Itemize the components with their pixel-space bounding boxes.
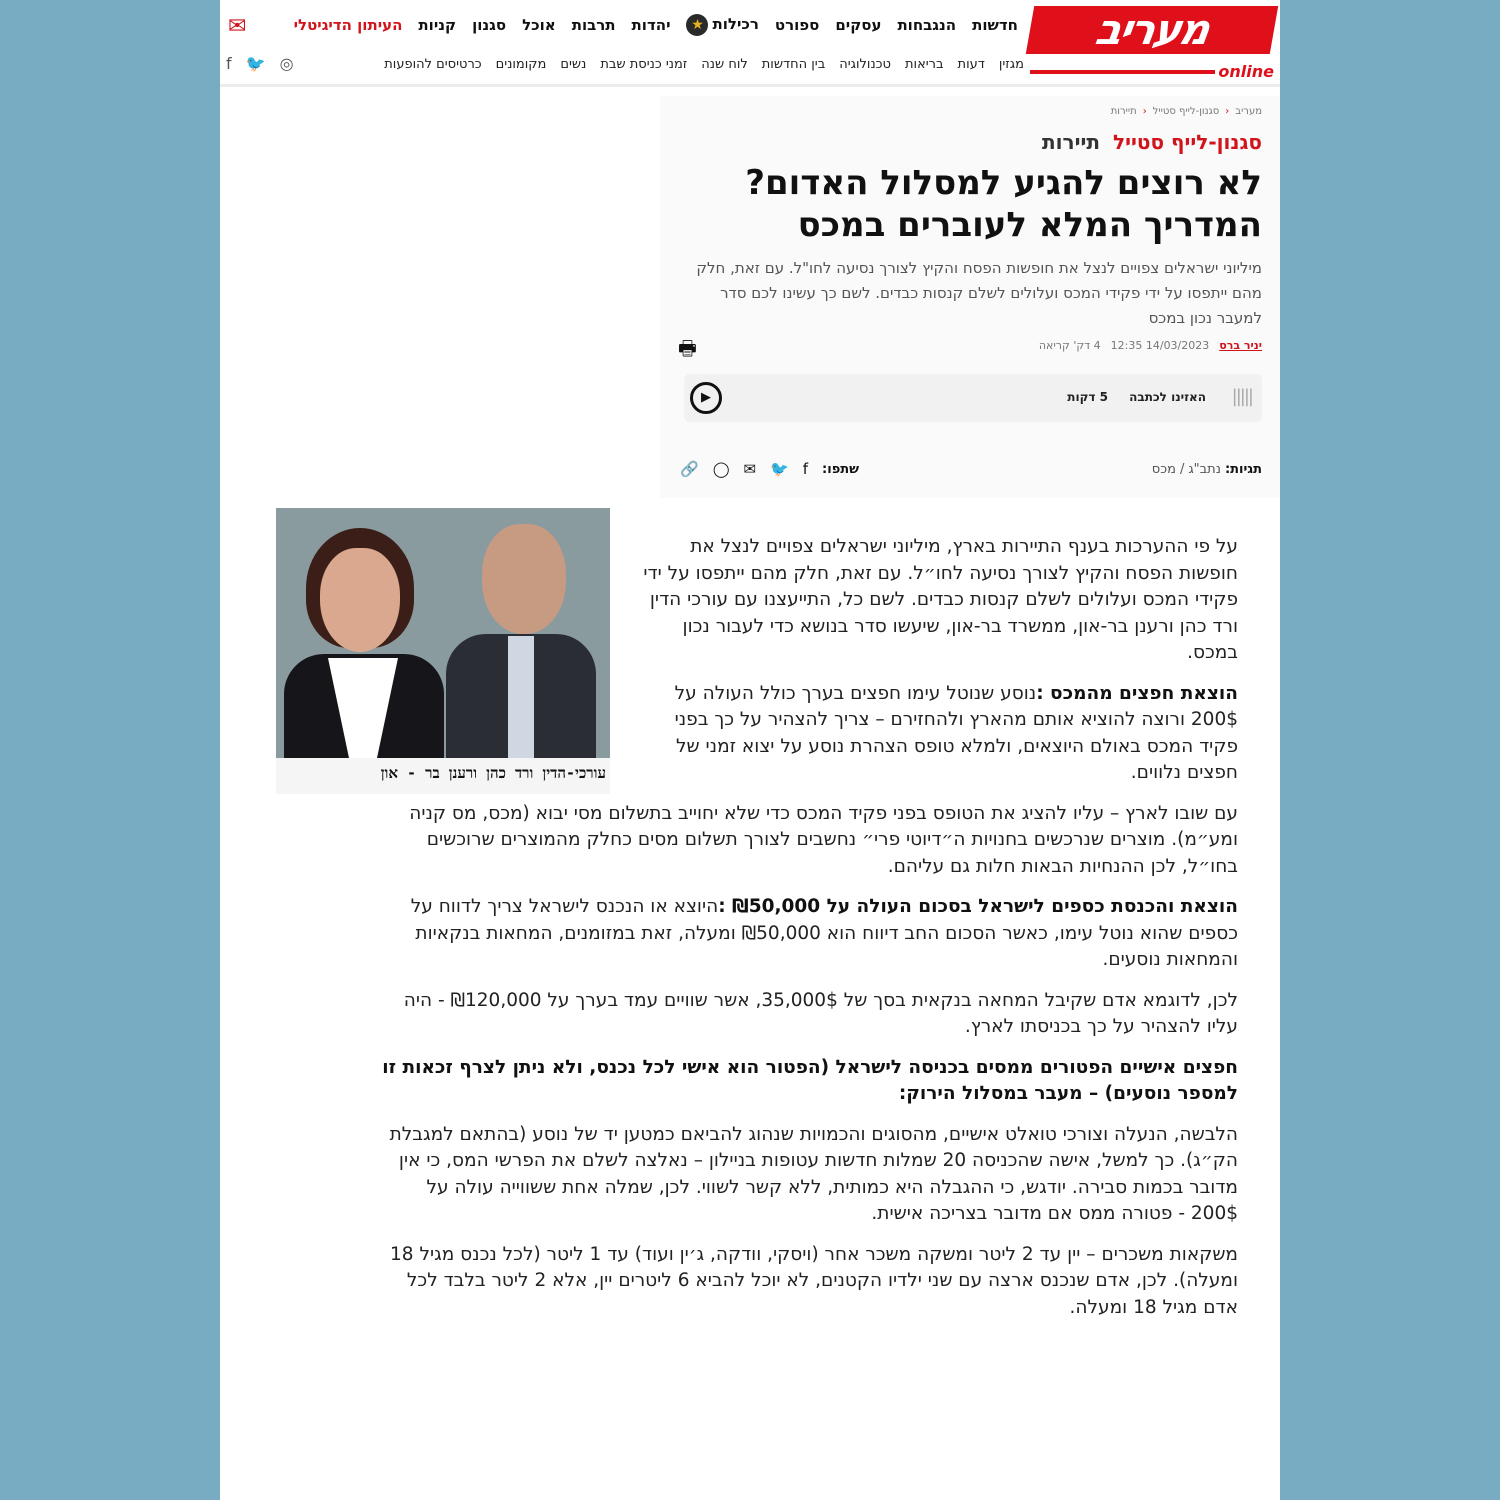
secondary-nav — [384, 57, 1024, 72]
nav-item-judaism[interactable]: יהדות — [631, 16, 671, 34]
paragraph: על פי ההערכות בענף התיירות בארץ, מיליוני ישראלים צפויים לנצל את חופשות הפסח והקיץ לצורך נסיעה לחו״ל. עם זאת, חלק מהם ייתפסו על ידי פקידי המכס ועלולים לשלם קנסות כבדים. לשם כל, התייעצנו עם עורכי הדין ורד כהן ורענן בר-און, ממשרד בר-און, שיעשו סדר בנושא כדי לעבור נכון במכס. — [643, 536, 1238, 663]
breadcrumb-item[interactable]: מעריב — [1235, 106, 1262, 117]
nav-item-news[interactable]: חדשות — [972, 16, 1018, 34]
paragraph — [378, 1055, 1238, 1108]
nav-item-style[interactable]: סגנון — [472, 16, 507, 34]
breadcrumb-item[interactable]: סגנון-לייף סטייל — [1152, 106, 1220, 117]
nav2-item-opinions[interactable]: דעות — [957, 57, 985, 72]
tag-link[interactable]: נתב"ג — [1188, 462, 1221, 477]
nav2-item-tickets[interactable]: כרטיסים להופעות — [384, 57, 482, 72]
category-main[interactable]: סגנון-לייף סטייל — [1112, 130, 1262, 154]
nav-item-food[interactable]: אוכל — [522, 16, 556, 34]
category-sub[interactable]: תיירות — [1042, 130, 1101, 154]
logo-online: online — [1218, 62, 1274, 81]
site-logo[interactable] — [1030, 5, 1274, 81]
facebook-icon[interactable]: f — [226, 54, 232, 73]
nav2-item-health[interactable]: בריאות — [904, 57, 944, 72]
article-title: לא רוצים להגיע למסלול האדום? המדריך המלא לעוברים במכס — [745, 163, 1262, 245]
whatsapp-share-icon[interactable]: ◯ — [712, 460, 730, 478]
paragraph-heading: הוצאת והכנסת כספים לישראל בסכום העולה על ₪50,000 : — [718, 896, 1238, 917]
publish-date: 14/03/2023 12:35 — [1110, 339, 1210, 352]
nav2-item-shabbat-times[interactable]: זמני כניסת שבת — [600, 57, 688, 72]
paragraph: משקאות משכרים – יין עד 2 ליטר ומשקה משכר אחר (ויסקי, וודקה, ג׳ין ועוד) עד 1 ליטר (לכל נכנס מגיל 18 ומעלה). לכן, אדם שנכנס ארצה עם שני ילדיו הקטנים, לא יוכל להביא 6 ליטרים יין, אלא 2 ליטר בלבד לכל אדם מגיל 18 ומעלה. — [390, 1243, 1238, 1318]
nav-item-business[interactable]: עסקים — [835, 16, 882, 34]
mail-icon[interactable]: ✉ — [228, 14, 247, 39]
nav-item-culture[interactable]: תרבות — [571, 16, 616, 34]
paragraph: הוצאת חפצים מהמכס :נוסע שנוטל עימו חפצים בערך כולל העולה על 200$ ורוצה להוציא אותם מהארץ ולהחזירם – צריך להצהיר על כך בפני פקיד המכס באולם היוצאים, ולמלא טופס הצהרת נוסע על יצוא זמני של חפצים נלווים. — [674, 682, 1238, 783]
nav2-item-magazine[interactable]: מגזין — [998, 57, 1024, 72]
instagram-icon[interactable]: ◎ — [279, 54, 294, 73]
article-meta — [1039, 339, 1262, 352]
twitter-icon[interactable]: 🐦 — [245, 54, 266, 73]
article-subtitle: מיליוני ישראלים צפויים לנצל את חופשות הפסח והקיץ לצורך נסיעה לחו"ל. עם זאת, חלק מהם ייתפסו על ידי פקידי המכס ועלולים לשלם קנסות כבדים. לשם כך עשינו לכם סדר למעבר נכון במכס — [696, 259, 1262, 327]
breadcrumb-item[interactable]: תיירות — [1110, 106, 1137, 117]
category-label — [1042, 130, 1262, 154]
logo-wordmark: מעריב — [1026, 6, 1278, 54]
nav-item-sport[interactable]: ספורט — [774, 16, 820, 34]
nav2-item-calendar[interactable]: לוח שנה — [701, 57, 748, 72]
article-header — [660, 96, 1280, 498]
email-share-icon[interactable]: ✉ — [743, 460, 757, 478]
primary-nav — [294, 14, 1018, 36]
social-links — [226, 54, 294, 73]
tags — [1152, 462, 1262, 477]
play-icon[interactable]: ▶ — [690, 382, 722, 414]
logo-rule — [1030, 70, 1215, 74]
twitter-share-icon[interactable]: 🐦 — [770, 460, 789, 478]
article-body — [378, 534, 1238, 1335]
share-label: שתפו: — [822, 461, 859, 477]
audio-label: האזינו לכתבה — [1129, 390, 1206, 404]
share-bar — [680, 460, 859, 478]
paragraph: הוצאת והכנסת כספים לישראל בסכום העולה על ₪50,000 :היוצא או הנכנס לישראל צריך לדווח על כספים שהוא נוטל עימו, כאשר הסכום החב דיווח הוא ₪50,000 ומעלה, זאת במזומנים, המחאות בנקאיות והמחאות נוסעים. — [410, 896, 1238, 970]
nav-item-elections[interactable]: הנגבחות — [897, 16, 957, 34]
nav-item-shopping[interactable]: קניות — [418, 16, 457, 34]
link-share-icon[interactable]: 🔗 — [680, 460, 699, 478]
photo-caption: עורכי-הדין ורד כהן ורענן בר - און — [380, 764, 606, 782]
chevron-left-icon: ‹ — [1225, 106, 1230, 117]
nav2-item-women[interactable]: נשים — [560, 57, 587, 72]
nav-item-digital-paper[interactable]: העיתון הדיגיטלי — [293, 16, 403, 34]
audio-wave-icon: ||||| — [1231, 386, 1252, 407]
read-time: 4 דק' קריאה — [1038, 339, 1101, 352]
breadcrumb — [1111, 106, 1262, 117]
tag-link[interactable]: מכס — [1151, 462, 1176, 477]
paragraph-heading: חפצים אישיים הפטורים ממסים בכניסה לישראל (הפטור הוא אישי לכל נכנס, ולא ניתן לצרף זכאות זו למספר נוסעים) – מעבר במסלול הירוק: — [382, 1056, 1238, 1104]
audio-duration: 5 דקות — [1067, 390, 1108, 404]
header-divider — [220, 84, 1280, 87]
paragraph: לכן, לדוגמא אדם שקיבל המחאה בנקאית בסך של 35,000$, אשר שוויים עמד בערך על ₪120,000 - היה עליו להצהיר על כך בכניסתו לארץ. — [403, 989, 1238, 1037]
print-icon[interactable]: 🖶 — [678, 336, 697, 360]
chevron-left-icon: ‹ — [1142, 106, 1147, 117]
facebook-share-icon[interactable]: f — [802, 460, 809, 478]
audio-player[interactable] — [684, 374, 1262, 422]
article-page — [220, 0, 1280, 1500]
nav2-item-tech[interactable]: טכנולוגיה — [839, 57, 891, 72]
nav2-item-local[interactable]: מקומונים — [495, 57, 547, 72]
tags-label: תגיות: — [1224, 462, 1262, 477]
paragraph: עם שובו לארץ – עליו להציג את הטופס בפני פקיד המכס כדי שלא יחוייב בתשלום מסי יבוא (מכס, מס קניה ומע״מ). מוצרים שנרכשים בחנויות ה״דיוטי פרי״ נחשבים לצורך תשלום מסים כחלק מהמוצרים שרוכשים בחו״ל, לכן ההנחיות הבאות חלות גם עליהם. — [409, 802, 1238, 877]
tag-separator: / — [1179, 462, 1185, 477]
author-link[interactable]: יניר ברס — [1219, 339, 1262, 352]
star-icon: ★ — [686, 14, 708, 36]
paragraph: הלבשה, הנעלה וצורכי טואלט אישיים, מהסוגים והכמויות שנהוג להביאם כמטען יד של נוסע (בהתאם למגבלת הק״ג). כך למשל, אישה שהכניסה 20 שמלות חדשות עטופות בניילון – נאלצה לשלם את הפרשי המס, כי אין מדובר בכמות סבירה. יודגש, כי ההגבלה היא כמותית, ללא קשר לשווי. לכן, שמלה אחת ששווייה עולה על 200$ - פטורה ממס אם מדובר בצריכה אישית. — [389, 1123, 1238, 1224]
nav-item-gossip[interactable]: רכילות★ — [686, 14, 758, 36]
paragraph-heading: הוצאת חפצים מהמכס : — [1036, 682, 1238, 704]
nav2-item-between-news[interactable]: בין החדשות — [761, 57, 826, 72]
